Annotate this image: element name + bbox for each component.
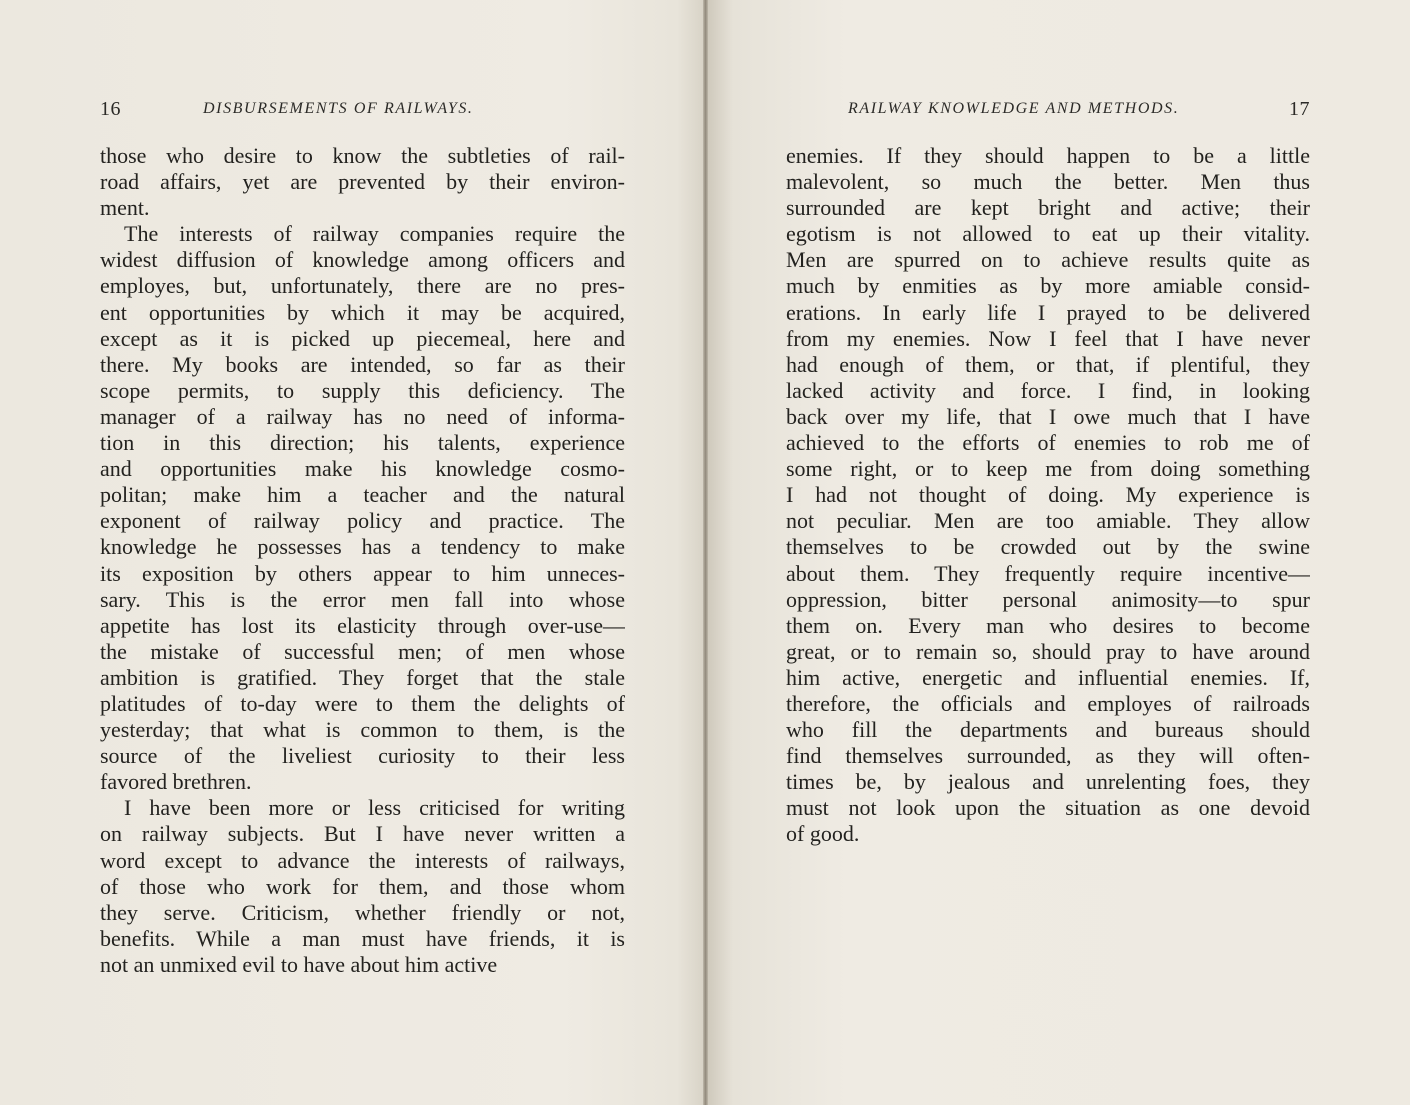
text-line: oppression, bitter personal animosity—to spur — [786, 586, 1310, 612]
text-line: enemies. If they should happen to be a little — [786, 143, 1310, 168]
text-line: great, or to remain so, should pray to have around — [786, 638, 1310, 664]
text-line: employes, but, unfortunately, there are no pres- — [100, 273, 625, 299]
text-line: him active, energetic and influential enemies. If, — [786, 664, 1310, 690]
text-line: times be, by jealous and unrelenting foes, they — [786, 769, 1310, 795]
text-line: road affairs, yet are prevented by their environ- — [100, 169, 625, 195]
text-line: benefits. While a man must have friends, it is — [100, 925, 625, 951]
right-running-title: RAILWAY KNOWLEDGE AND METHODS. — [848, 100, 1180, 117]
text-line: ent opportunities by which it may be acquired, — [100, 299, 625, 325]
text-line: them on. Every man who desires to become — [786, 612, 1310, 638]
text-line: platitudes of to-day were to them the delights of — [100, 690, 625, 716]
text-line: of good. — [786, 821, 860, 847]
right-page — [708, 0, 1410, 1105]
text-line: not peculiar. Men are too amiable. They allow — [786, 508, 1310, 534]
text-line: sary. This is the error men fall into whose — [100, 586, 625, 612]
text-line: there. My books are intended, so far as their — [100, 351, 625, 377]
text-line: themselves to be crowded out by the swine — [786, 534, 1310, 560]
right-body-text — [786, 143, 1310, 848]
text-line: favored brethren. — [100, 769, 252, 795]
text-line: therefore, the officials and employes of railroads — [786, 690, 1310, 716]
left-body-text — [100, 143, 625, 978]
text-line: they serve. Criticism, whether friendly or not, — [100, 899, 625, 925]
text-line: and opportunities make his knowledge cosmo- — [100, 456, 625, 482]
left-running-title: DISBURSEMENTS OF RAILWAYS. — [203, 100, 474, 117]
text-line: much by enmities as by more amiable consid- — [786, 273, 1310, 299]
text-line: manager of a railway has no need of informa- — [100, 403, 625, 429]
text-line: on railway subjects. But I have never written a — [100, 821, 625, 847]
text-line: malevolent, so much the better. Men thus — [786, 169, 1310, 195]
right-page-number: 17 — [1289, 98, 1310, 120]
text-line: knowledge he possesses has a tendency to make — [100, 534, 625, 560]
text-line: the mistake of successful men; of men whose — [100, 638, 625, 664]
text-line: achieved to the efforts of enemies to rob me of — [786, 430, 1310, 456]
text-line: tion in this direction; his talents, experience — [100, 430, 625, 456]
text-line: must not look upon the situation as one devoid — [786, 795, 1310, 821]
text-line: appetite has lost its elasticity through over-use— — [100, 612, 625, 638]
left-page — [0, 0, 703, 1105]
text-line: yesterday; that what is common to them, is the — [100, 717, 625, 743]
text-line: widest diffusion of knowledge among officers and — [100, 247, 625, 273]
text-line: back over my life, that I owe much that I have — [786, 403, 1310, 429]
right-running-head — [786, 98, 1310, 126]
text-line: of those who work for them, and those whom — [100, 873, 625, 899]
text-line: find themselves surrounded, as they will often- — [786, 743, 1310, 769]
left-page-number: 16 — [100, 98, 121, 120]
text-line: exponent of railway policy and practice. The — [100, 508, 625, 534]
text-line: ambition is gratified. They forget that the stale — [100, 664, 625, 690]
text-line: not an unmixed evil to have about him active — [100, 951, 498, 977]
text-line: its exposition by others appear to him unneces- — [100, 560, 625, 586]
text-line: Men are spurred on to achieve results quite as — [786, 247, 1310, 273]
text-line: politan; make him a teacher and the natural — [100, 482, 625, 508]
text-line: The interests of railway companies require the — [124, 221, 625, 247]
text-line: except as it is picked up piecemeal, here and — [100, 325, 625, 351]
text-line: some right, or to keep me from doing something — [786, 456, 1310, 482]
text-line: who fill the departments and bureaus should — [786, 717, 1310, 743]
text-line: lacked activity and force. I find, in looking — [786, 377, 1310, 403]
left-running-head — [100, 98, 625, 126]
text-line: surrounded are kept bright and active; their — [786, 195, 1310, 221]
text-line: ment. — [100, 195, 150, 221]
text-line: about them. They frequently require incentive— — [786, 560, 1310, 586]
text-line: from my enemies. Now I feel that I have never — [786, 325, 1310, 351]
text-line: I have been more or less criticised for writing — [124, 795, 625, 821]
text-line: those who desire to know the subtleties of rail- — [100, 143, 625, 168]
text-line: egotism is not allowed to eat up their vitality. — [786, 221, 1310, 247]
text-line: source of the liveliest curiosity to their less — [100, 743, 625, 769]
text-line: word except to advance the interests of railways, — [100, 847, 625, 873]
text-line: erations. In early life I prayed to be delivered — [786, 299, 1310, 325]
text-line: scope permits, to supply this deficiency. The — [100, 377, 625, 403]
text-line: had enough of them, or that, if plentiful, they — [786, 351, 1310, 377]
text-line: I had not thought of doing. My experience is — [786, 482, 1310, 508]
